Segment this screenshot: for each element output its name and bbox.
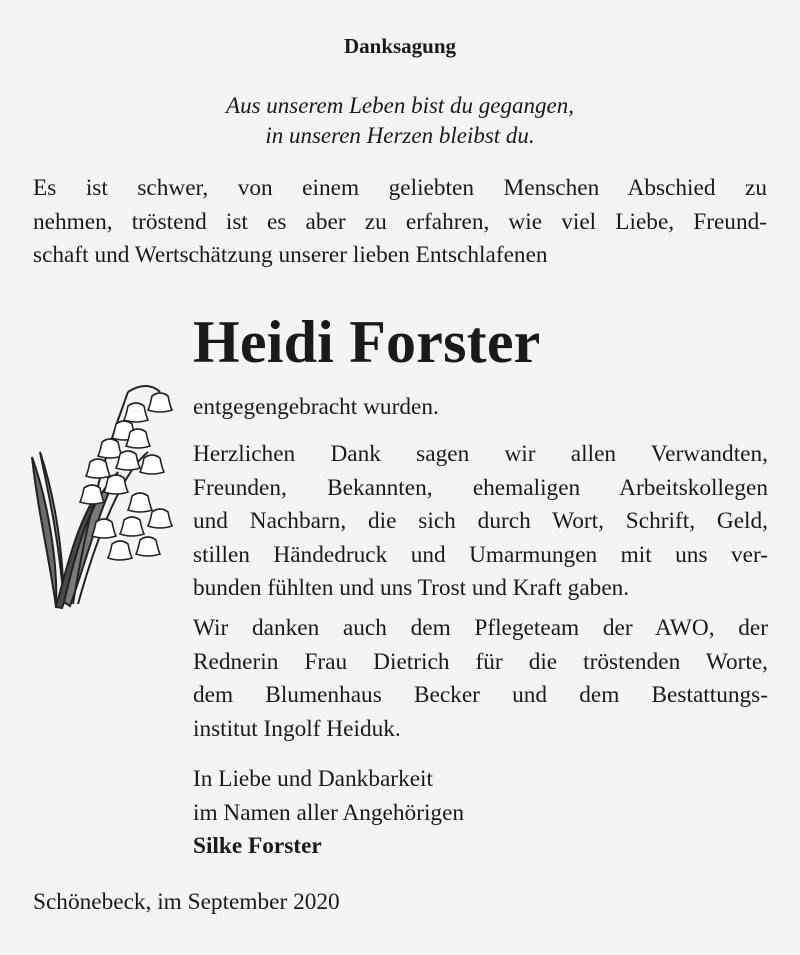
intro-line: Es ist schwer, von einem geliebten Menschen Abschied zu [33, 175, 767, 201]
deceased-name: Heidi Forster [193, 309, 541, 375]
text-line: Herzlichen Dank sagen wir allen Verwandten, [193, 441, 768, 467]
closing-signature [193, 763, 768, 864]
paragraph-received [193, 391, 768, 425]
closing-line: im Namen aller Angehörigen [193, 799, 465, 826]
motto-verse [0, 91, 800, 151]
closing-line: In Liebe und Dankbarkeit [193, 766, 433, 792]
motto-line: in unseren Herzen bleibst du. [265, 123, 535, 148]
text-line: Wir danken auch dem Pflegeteam der AWO, der [193, 615, 768, 641]
text-line: Rednerin Frau Dietrich für die tröstenden Worte, [193, 648, 768, 675]
text-line: und Nachbarn, die sich durch Wort, Schrift, Geld, [193, 508, 768, 534]
text-line: institut Ingolf Heiduk. [193, 715, 401, 742]
text-line: entgegengebracht wurden. [193, 394, 439, 420]
intro-paragraph [33, 172, 767, 273]
notice-title: Danksagung [343, 34, 457, 58]
motto-line: Aus unserem Leben bist du gegangen, [226, 93, 574, 118]
text-line: dem Blumenhaus Becker und dem Bestattungs- [193, 682, 768, 708]
lily-of-the-valley-icon [28, 362, 180, 612]
intro-line: nehmen, tröstend ist es aber zu erfahren, wie viel Liebe, Freund- [33, 208, 767, 235]
paragraph-special-thanks [193, 612, 768, 746]
paragraph-thanks [193, 438, 768, 606]
signer-name: Silke Forster [193, 833, 322, 859]
intro-line: schaft und Wertschätzung unserer lieben Entschlafenen [33, 242, 548, 268]
text-line: Freunden, Bekannten, ehemaligen Arbeitskollegen [193, 474, 768, 501]
text-line: bunden fühlten und uns Trost und Kraft gaben. [193, 575, 630, 601]
text-line: stillen Händedruck und Umarmungen mit uns ver- [193, 541, 768, 568]
place-date: Schönebeck, im September 2020 [33, 889, 340, 915]
